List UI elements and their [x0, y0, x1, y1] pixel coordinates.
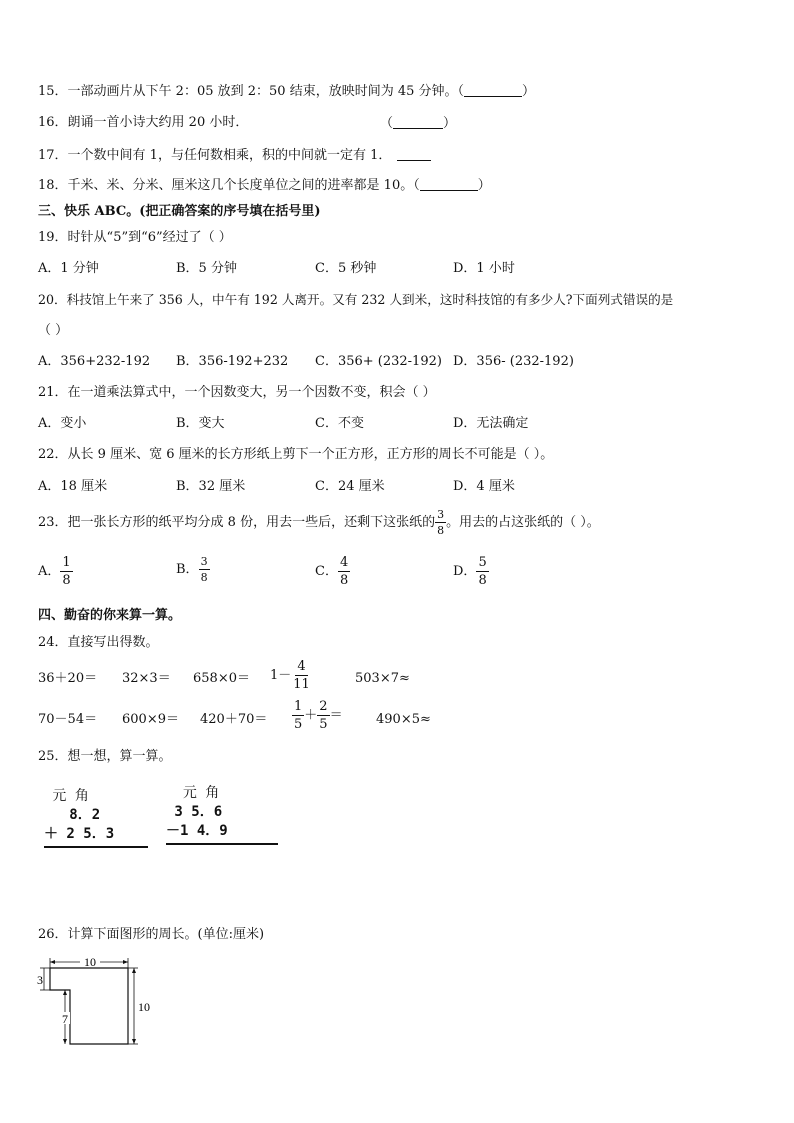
question-17 — [38, 146, 431, 165]
option-23-d[interactable]: D． $\frac{5}{8}$ — [453, 555, 487, 588]
option-19-c[interactable]: C．5 秒钟 — [315, 261, 377, 276]
calc-32-times-3: 32×3＝ — [122, 671, 171, 686]
section-3-title: 三、快乐 ABC。(把正确答案的序号填在括号里) — [38, 204, 321, 219]
question-26-text: 26．计算下面图形的周长。(单位:厘米) — [38, 927, 265, 942]
fraction: $\frac{4}{8}$ — [339, 555, 349, 588]
answer-blank-17[interactable] — [397, 146, 431, 161]
fraction-3-8: $\frac{3}{8}$ — [437, 508, 445, 537]
fraction: $\frac{5}{8}$ — [478, 555, 487, 588]
option-19-b[interactable]: B．5 分钟 — [176, 261, 237, 276]
fraction: $\frac{4}{11}$ — [293, 659, 310, 692]
option-22-d[interactable]: D．4 厘米 — [453, 479, 515, 494]
calc-490-times-5: 490×5≈ — [376, 712, 431, 727]
perimeter-figure — [30, 950, 170, 1060]
question-19-text: 19．时针从“5”到“6”经过了（ ） — [38, 230, 232, 245]
question-16-text: 16．朗诵一首小诗大约用 20 小时． — [38, 115, 249, 130]
answer-blank-18[interactable] — [420, 176, 478, 191]
question-25-text: 25．想一想，算一算。 — [38, 749, 172, 764]
vertical-calc-subtraction: 元 角 3 5．6 －1 4．9 — [166, 784, 278, 845]
option-20-a[interactable]: A．356+232-192 — [38, 354, 151, 369]
calc-70-minus-54: 70－54＝ — [38, 712, 98, 727]
fraction: $\frac{2}{5}$ — [319, 699, 328, 732]
option-21-a[interactable]: A．变小 — [38, 416, 87, 431]
option-20-d[interactable]: D．356- (232-192) — [453, 354, 574, 369]
option-22-b[interactable]: B．32 厘米 — [176, 479, 246, 494]
calc-rule — [44, 846, 148, 848]
section-4-title: 四、勤奋的你来算一算。 — [38, 608, 182, 623]
question-24-text: 24．直接写出得数。 — [38, 635, 159, 650]
calc-658-times-0: 658×0＝ — [193, 671, 250, 686]
calc-rule — [166, 843, 278, 845]
calc-1-5-plus-2-5: $\frac{1}{5}$ ＋ $\frac{2}{5}$ ＝ — [294, 699, 343, 732]
question-15-text: 15．一部动画片从下午 2：05 放到 2：50 结束，放映时间为 45 分钟。（ — [38, 84, 465, 99]
question-17-text: 17．一个数中间有 1，与任何数相乘，积的中间就一定有 1． — [38, 148, 392, 163]
option-22-c[interactable]: C．24 厘米 — [315, 479, 385, 494]
option-22-a[interactable]: A．18 厘米 — [38, 479, 108, 494]
label-right: 10 — [138, 1000, 150, 1014]
answer-blank-15[interactable] — [464, 82, 522, 97]
calc-503-times-7: 503×7≈ — [355, 671, 410, 686]
question-16-bracket: （ ） — [380, 116, 457, 131]
option-20-b[interactable]: B．356-192+232 — [176, 354, 289, 369]
label-left-top: 3 — [37, 973, 43, 987]
question-18-text: 18．千米、米、分米、厘米这几个长度单位之间的进率都是 10。（ — [38, 178, 420, 193]
label-left-mid: 7 — [62, 1012, 68, 1026]
calc-420-plus-70: 420＋70＝ — [200, 712, 268, 727]
vertical-calc-addition: 元 角 8．2 ＋ 2 5．3 — [44, 787, 148, 848]
calc-600-times-9: 600×9＝ — [122, 712, 179, 727]
option-20-c[interactable]: C．356+ (232-192) — [315, 354, 442, 369]
question-23 — [38, 508, 600, 538]
option-21-d[interactable]: D．无法确定 — [453, 416, 529, 431]
calc-36-plus-20: 36＋20＝ — [38, 671, 98, 686]
option-19-a[interactable]: A．1 分钟 — [38, 261, 99, 276]
question-16 — [38, 114, 248, 132]
option-23-b[interactable]: B． $\frac{3}{8}$ — [176, 555, 208, 584]
option-21-c[interactable]: C．不变 — [315, 416, 364, 431]
question-22-text: 22．从长 9 厘米、宽 6 厘米的长方形纸上剪下一个正方形，正方形的周长不可能是（ ）。 — [38, 447, 554, 462]
option-23-c[interactable]: C． $\frac{4}{8}$ — [315, 555, 349, 588]
question-20-text: 20．科技馆上午来了 356 人，中午有 192 人离开。又有 232 人到米，这时科技馆的有多少人?下面列式错误的是 — [38, 292, 674, 307]
fraction: $\frac{3}{8}$ — [200, 555, 208, 584]
fraction: $\frac{1}{8}$ — [62, 555, 71, 588]
answer-blank-16[interactable] — [393, 114, 443, 129]
option-23-a[interactable]: A． $\frac{1}{8}$ — [38, 555, 71, 588]
l-shape-outline — [50, 968, 128, 1044]
label-top: 10 — [84, 955, 96, 969]
calc-1-minus-4-11: 1－ $\frac{4}{11}$ — [270, 659, 310, 692]
question-18: 18．千米、米、分米、厘米这几个长度单位之间的进率都是 10。（ ） — [38, 178, 491, 193]
question-23-text-after: 。用去的占这张纸的（ ）。 — [446, 515, 600, 530]
question-23-text-before: 23．把一张长方形的纸平均分成 8 份，用去一些后，还剩下这张纸的 — [38, 515, 436, 530]
question-21-text: 21．在一道乘法算式中，一个因数变大，另一个因数不变，积会（ ） — [38, 385, 436, 400]
question-15: 15．一部动画片从下午 2：05 放到 2：50 结束，放映时间为 45 分钟。（ ） — [38, 84, 536, 99]
option-19-d[interactable]: D．1 小时 — [453, 261, 515, 276]
fraction: $\frac{1}{5}$ — [294, 699, 303, 732]
option-21-b[interactable]: B．变大 — [176, 416, 225, 431]
question-20-bracket: （ ） — [38, 323, 69, 338]
